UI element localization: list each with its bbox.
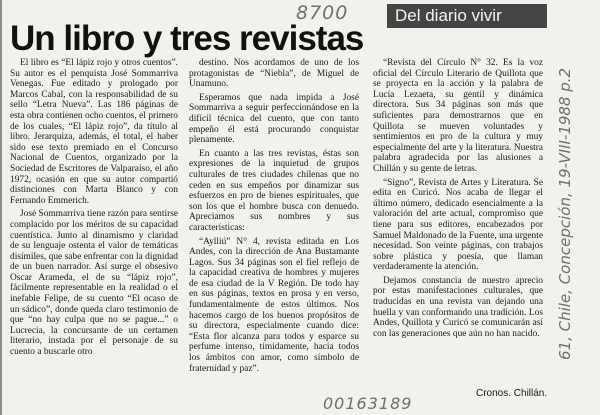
- section-tag: Del diario vivir: [387, 4, 547, 28]
- paragraph: Esperamos que nada impida a José Sommarriva a seguir perfeccionándose en la difícil técnica del cuento, que con tanto empeño él está procurando conquistar plenamente.: [189, 92, 359, 146]
- handwritten-side-annotation: 61, Chile, Concepción, 19-VIII-1988 p.2: [556, 67, 574, 360]
- article-column-1: [10, 58, 178, 358]
- paragraph: “Revista del Círculo N° 32. Es la voz oficial del Círculo Literario de Quillota que se proyecta en la acción y la palabra de Lucía Lezaeta, su gentil y dinámica directora. Sus 34 páginas son más que suficientes para demostrarnos que en Quillota se mueven voluntades y sentimientos en pro de la cultura y muy especialmente del arte y la literatura. Nuestra palabra agradecida por las alusiones a Chillán y su gente de letras.: [373, 58, 543, 174]
- paragraph: En cuanto a las tres revistas, éstas son expresiones de la inquietud de grupos culturales de tres ciudades chilenas que no ceden en sus empeños por dinamizar sus esfuerzos en pro de bienes espirituales, que son los que el hombre busca con denuedo. Apreciamos sus nombres y sus características:: [189, 148, 359, 233]
- paragraph: “Aylliú” N° 4, revista editada en Los Andes, con la dirección de Ana Bustamante Lagos. Sus 34 páginas son el fiel reflejo de la capacidad creativa de hombres y mujeres de esa ciudad de la V Región. De todo hay en sus páginas, textos en prosa y en verso, fundamentalmente de estos últimos. Nos hacemos cargo de los buenos propósitos de su directora, especialmente cuando dice: “Esta flor alcanza para todos y esparce su perfume intenso, tímidamente, hacia todos los ámbitos con amor, como símbolo de fraternidad y paz”.: [189, 236, 359, 374]
- handwritten-top-number: 8700: [296, 2, 349, 24]
- paragraph: El libro es “El lápiz rojo y otros cuentos”. Su autor es el penquista José Sommarriva Venegas. Fue editado y prologado por Marcos Cabal, con la responsabilidad de su sello “Letra Nueva”. Las 186 páginas de esta obra contienen ocho cuentos, el primero de los cuales, “El lápiz rojo”, da título al libro. Jerarquiza, además, el total, el haber sido ese texto premiado en el Concurso Nacional de Cuentos, organizado por la Sociedad de Escritores de Valparaíso, el año 1972, ocasión en que su autor compartió distinciones con Marta Blanco y con Fernando Emmerich.: [10, 58, 178, 206]
- article-column-3: [373, 58, 543, 339]
- article-column-2: [189, 58, 359, 374]
- paragraph: destino. Nos acordamos de uno de los protagonistas de “Niebla”, de Miguel de Unamuno.: [189, 58, 359, 90]
- paragraph: José Sommarriva tiene razón para sentirse complacido por los méritos de su capacidad cuentística. Junto al dinamismo y claridad de su lenguaje ostenta el valor de temáticas disímiles, que sabe enfrentar con la dignidad de un buen narrador. Así surge el obsesivo Oscar Arameda, el de su “lápiz rojo”, fácilmente representable en la realidad o el inefable Felipe, de su cuento “El ocaso de un sádico”, donde queda claro testimonio de que “no hay culpa que no se pague...” o Lucrecia, la concursante de un certamen literario, instada por el personaje de su cuento a buscarle otro: [10, 209, 179, 358]
- author-credit: Cronos. Chillán.: [476, 388, 548, 399]
- headline: Un libro y tres revistas: [10, 19, 364, 58]
- paper-edge: [0, 0, 2, 415]
- handwritten-bottom-number: 00163189: [323, 394, 413, 413]
- paragraph: Dejamos constancia de nuestro aprecio por estas manifestaciones culturales, que traducidas en una revista van dejando una huella y van conformando una tradición. Los Andes, Quillota y Curicó se comunicarán así con las generaciones que aún no han nacido.: [373, 275, 543, 339]
- paragraph: “Signo”, Revista de Artes y Literatura. Se edita en Curicó. Nos acaba de llegar el último número, dedicado esencialmente a la valoración del arte actual, compromiso que tiene para sus editores, encabezados por Samuel Maldonado de la Fuente, una urgente necesidad. Son veinte páginas, con trabajos sobre plástica y poesía, que llaman verdaderamente la atención.: [373, 177, 543, 273]
